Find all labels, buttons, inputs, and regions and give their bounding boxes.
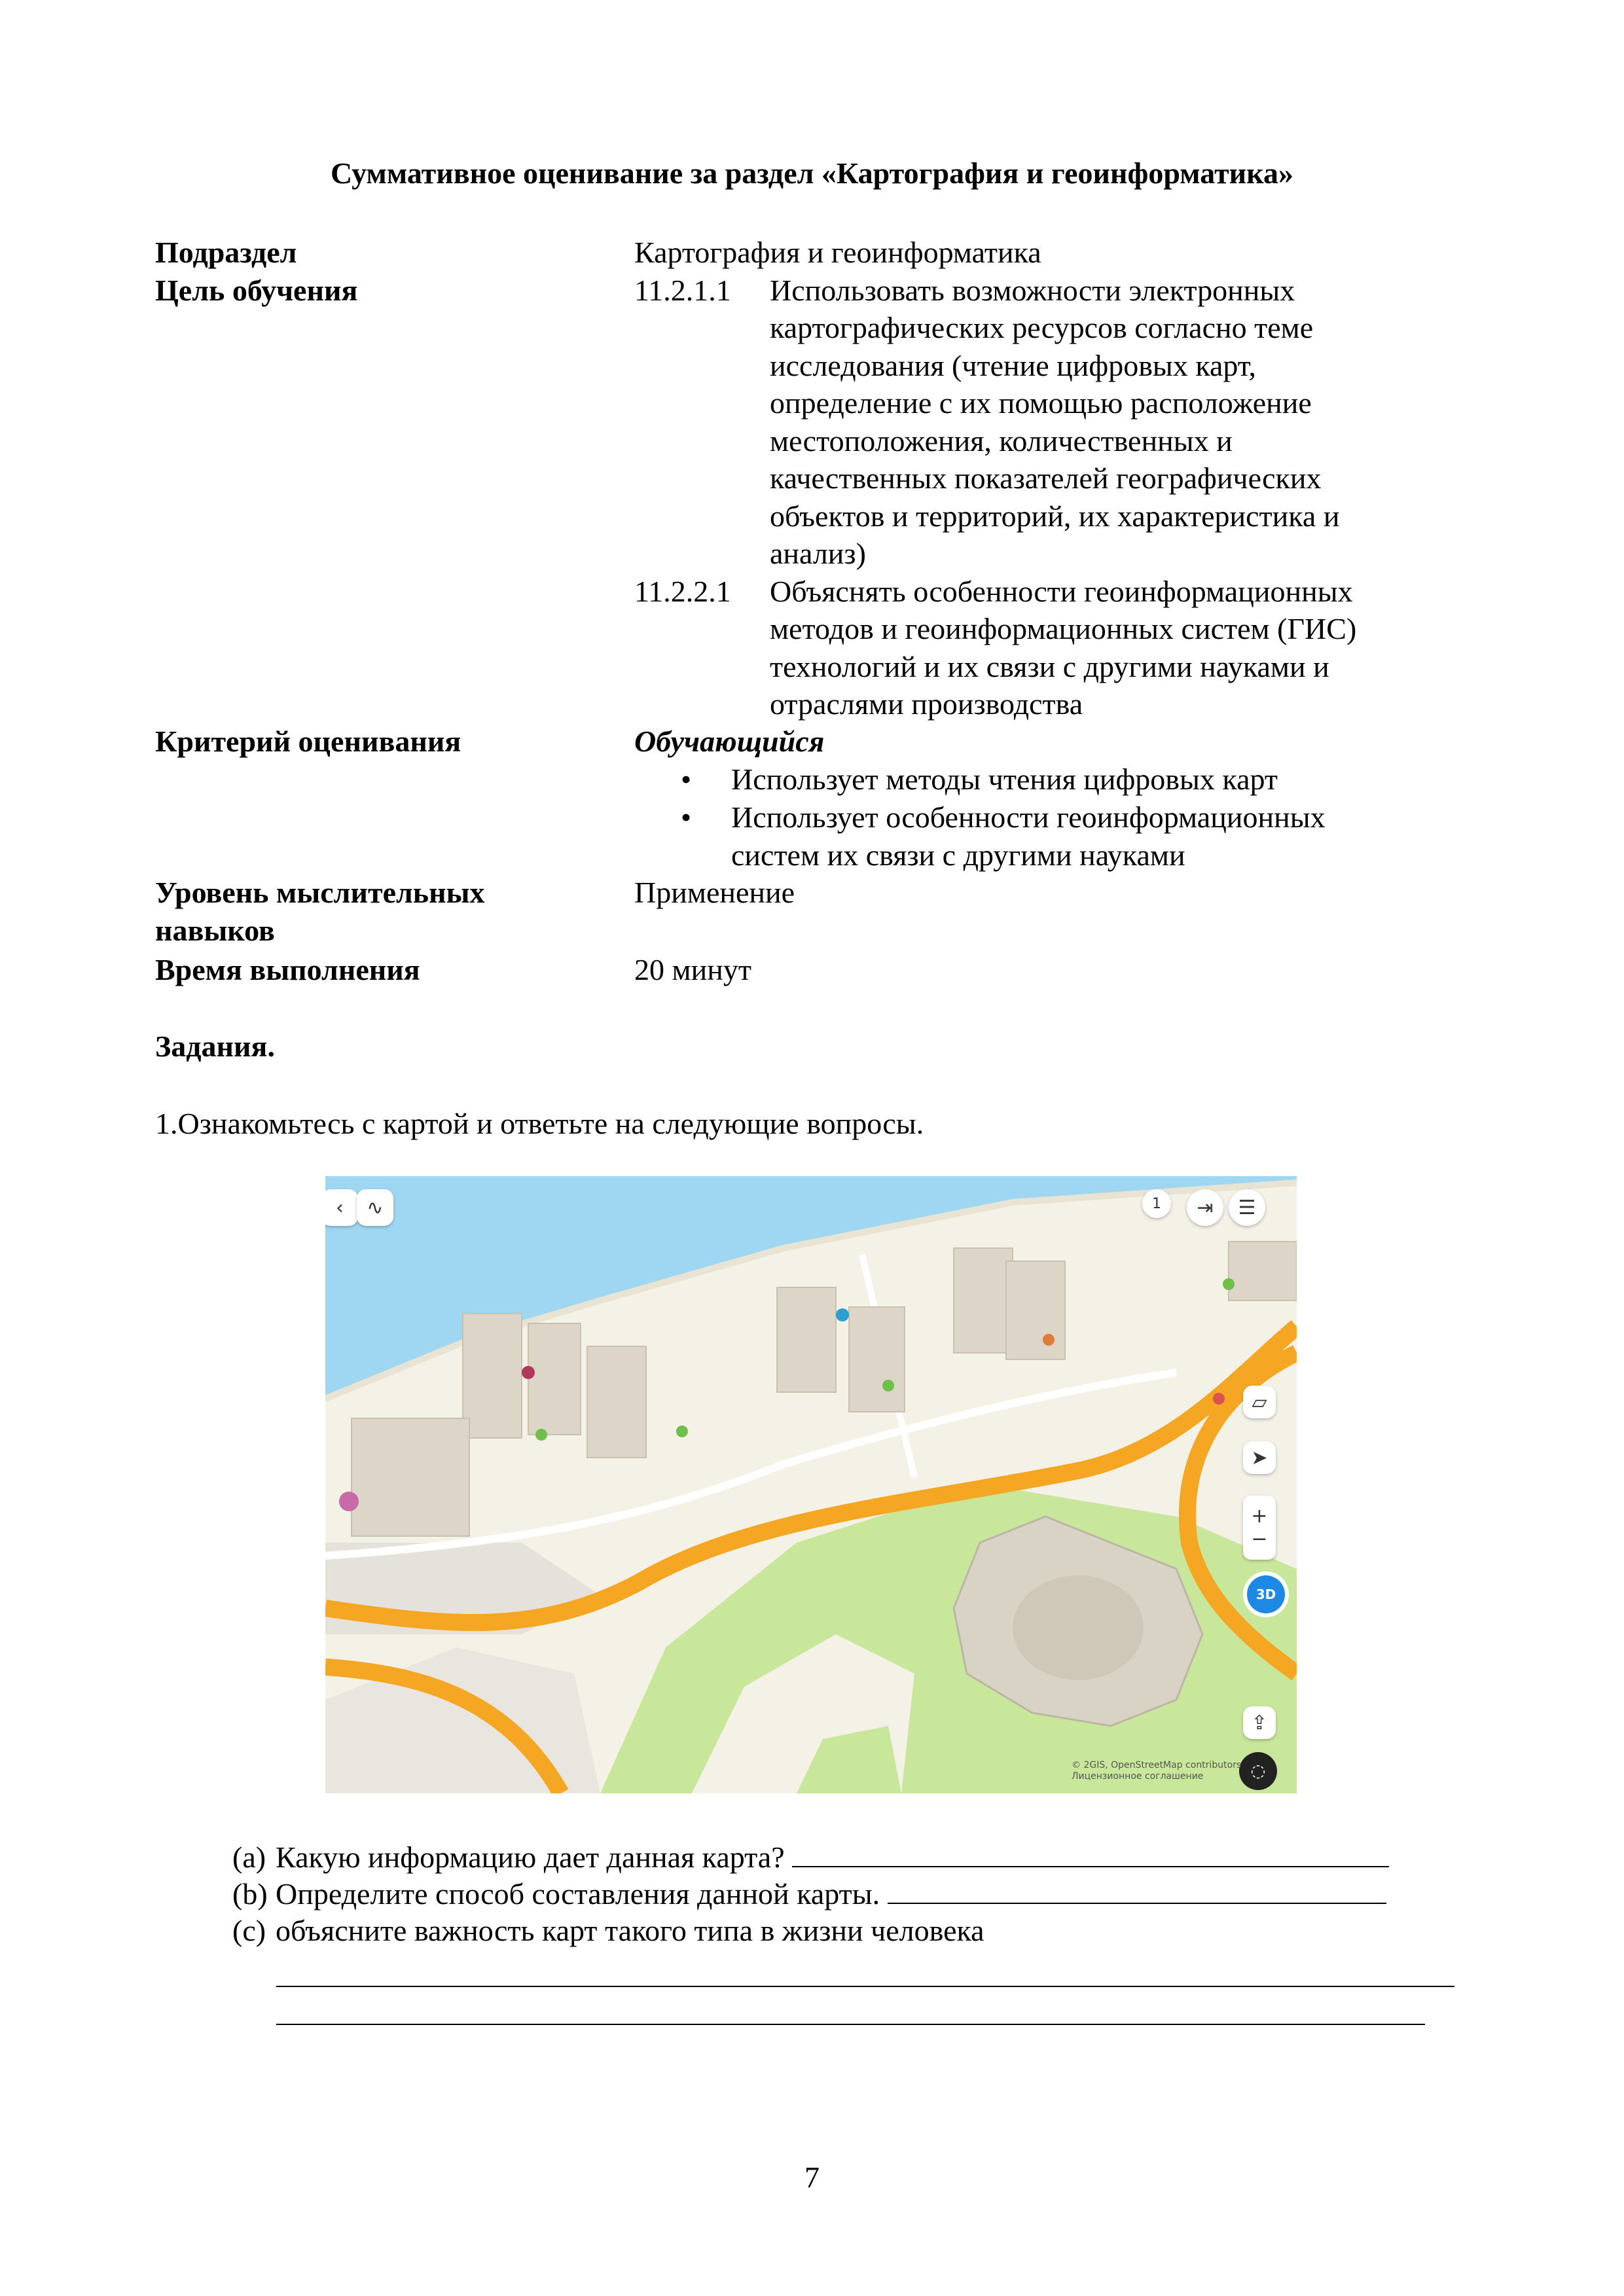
chat-icon[interactable]: ◌	[1239, 1752, 1277, 1790]
map-license-link[interactable]: Лицензионное соглашение	[1072, 1771, 1204, 1782]
skills-label: навыков	[155, 914, 275, 947]
answer-line[interactable]	[276, 1986, 1454, 1987]
zoom-in-icon[interactable]: +	[1251, 1505, 1268, 1528]
answer-line[interactable]	[792, 1840, 1389, 1867]
skills-value: Применение	[634, 876, 795, 909]
goal-text-line: исследования (чтение цифровых карт,	[770, 349, 1256, 382]
3d-toggle-button[interactable]: 3D	[1247, 1575, 1285, 1613]
bullet-icon: •	[681, 762, 692, 796]
route-icon[interactable]: ∿	[357, 1189, 393, 1226]
goal-text-line: отраслями производства	[770, 687, 1083, 721]
criterion-item: систем их связи с другими науками	[731, 838, 1185, 872]
login-icon[interactable]: ⇥	[1187, 1189, 1223, 1226]
bullet-icon: •	[681, 800, 692, 834]
back-icon[interactable]: ‹	[325, 1189, 358, 1226]
goal-text-line: местоположения, количественных и	[770, 424, 1233, 457]
time-value: 20 минут	[634, 953, 751, 986]
question-c	[232, 1912, 984, 1949]
goal-label: Цель обучения	[155, 274, 358, 307]
task-1-text: 1.Ознакомьтесь с картой и ответьте на следующие вопросы.	[155, 1107, 924, 1140]
question-text: Определите способ составления данной карты.	[276, 1877, 888, 1910]
goal-text-line: объектов и территорий, их характеристика и	[770, 499, 1340, 533]
answer-line[interactable]	[888, 1876, 1386, 1904]
question-a	[232, 1839, 1389, 1876]
share-icon[interactable]: ⇪	[1243, 1706, 1276, 1739]
question-label: (b)	[232, 1877, 268, 1910]
criterion-label: Критерий оценивания	[155, 725, 461, 758]
goal-text-line: определение с их помощью расположение	[770, 386, 1312, 420]
ruler-icon[interactable]: ▱	[1243, 1386, 1276, 1418]
goal-text-line: методов и геоинформационных систем (ГИС)	[770, 612, 1357, 645]
question-b	[232, 1876, 1386, 1912]
zoom-out-icon[interactable]: −	[1251, 1528, 1268, 1551]
criterion-item: Использует методы чтения цифровых карт	[731, 762, 1278, 796]
map-copyright-line: © 2GIS, OpenStreetMap contributors	[1072, 1760, 1242, 1770]
question-label: (c)	[232, 1914, 266, 1947]
zoom-control	[1243, 1496, 1276, 1560]
question-text: Какую информацию дает данная карта?	[276, 1840, 793, 1874]
counter-badge[interactable]: 1	[1142, 1189, 1171, 1218]
goal-text-line: технологий и их связи с другими науками и	[770, 650, 1329, 683]
goal-text-line: анализ)	[770, 537, 866, 570]
page-title: Суммативное оценивание за раздел «Картография и геоинформатика»	[331, 156, 1293, 190]
goal-code: 11.2.2.1	[634, 575, 731, 608]
map-copyright	[1072, 1760, 1241, 1782]
answer-line[interactable]	[276, 2024, 1425, 2025]
time-label: Время выполнения	[155, 953, 420, 986]
map-canvas	[325, 1176, 1297, 1793]
subsection-label: Подраздел	[155, 236, 297, 269]
goal-text-line: Использовать возможности электронных	[770, 274, 1295, 307]
skills-label: Уровень мыслительных	[155, 876, 485, 909]
page-number: 7	[804, 2161, 820, 2194]
goal-text-line: Объяснять особенности геоинформационных	[770, 575, 1353, 608]
question-label: (a)	[232, 1840, 266, 1874]
goal-text-line: качественных показателей географических	[770, 461, 1322, 495]
tasks-heading: Задания.	[155, 1030, 275, 1063]
subsection-value: Картография и геоинформатика	[634, 236, 1041, 269]
question-text: объясните важность карт такого типа в жизни человека	[276, 1914, 984, 1947]
criterion-item: Использует особенности геоинформационных	[731, 800, 1326, 834]
menu-icon[interactable]: ☰	[1229, 1189, 1265, 1226]
criterion-heading: Обучающийся	[634, 725, 825, 758]
goal-code: 11.2.1.1	[634, 274, 731, 307]
goal-text-line: картографических ресурсов согласно теме	[770, 311, 1314, 344]
map-screenshot	[325, 1176, 1297, 1793]
locate-icon[interactable]: ➤	[1243, 1441, 1276, 1474]
